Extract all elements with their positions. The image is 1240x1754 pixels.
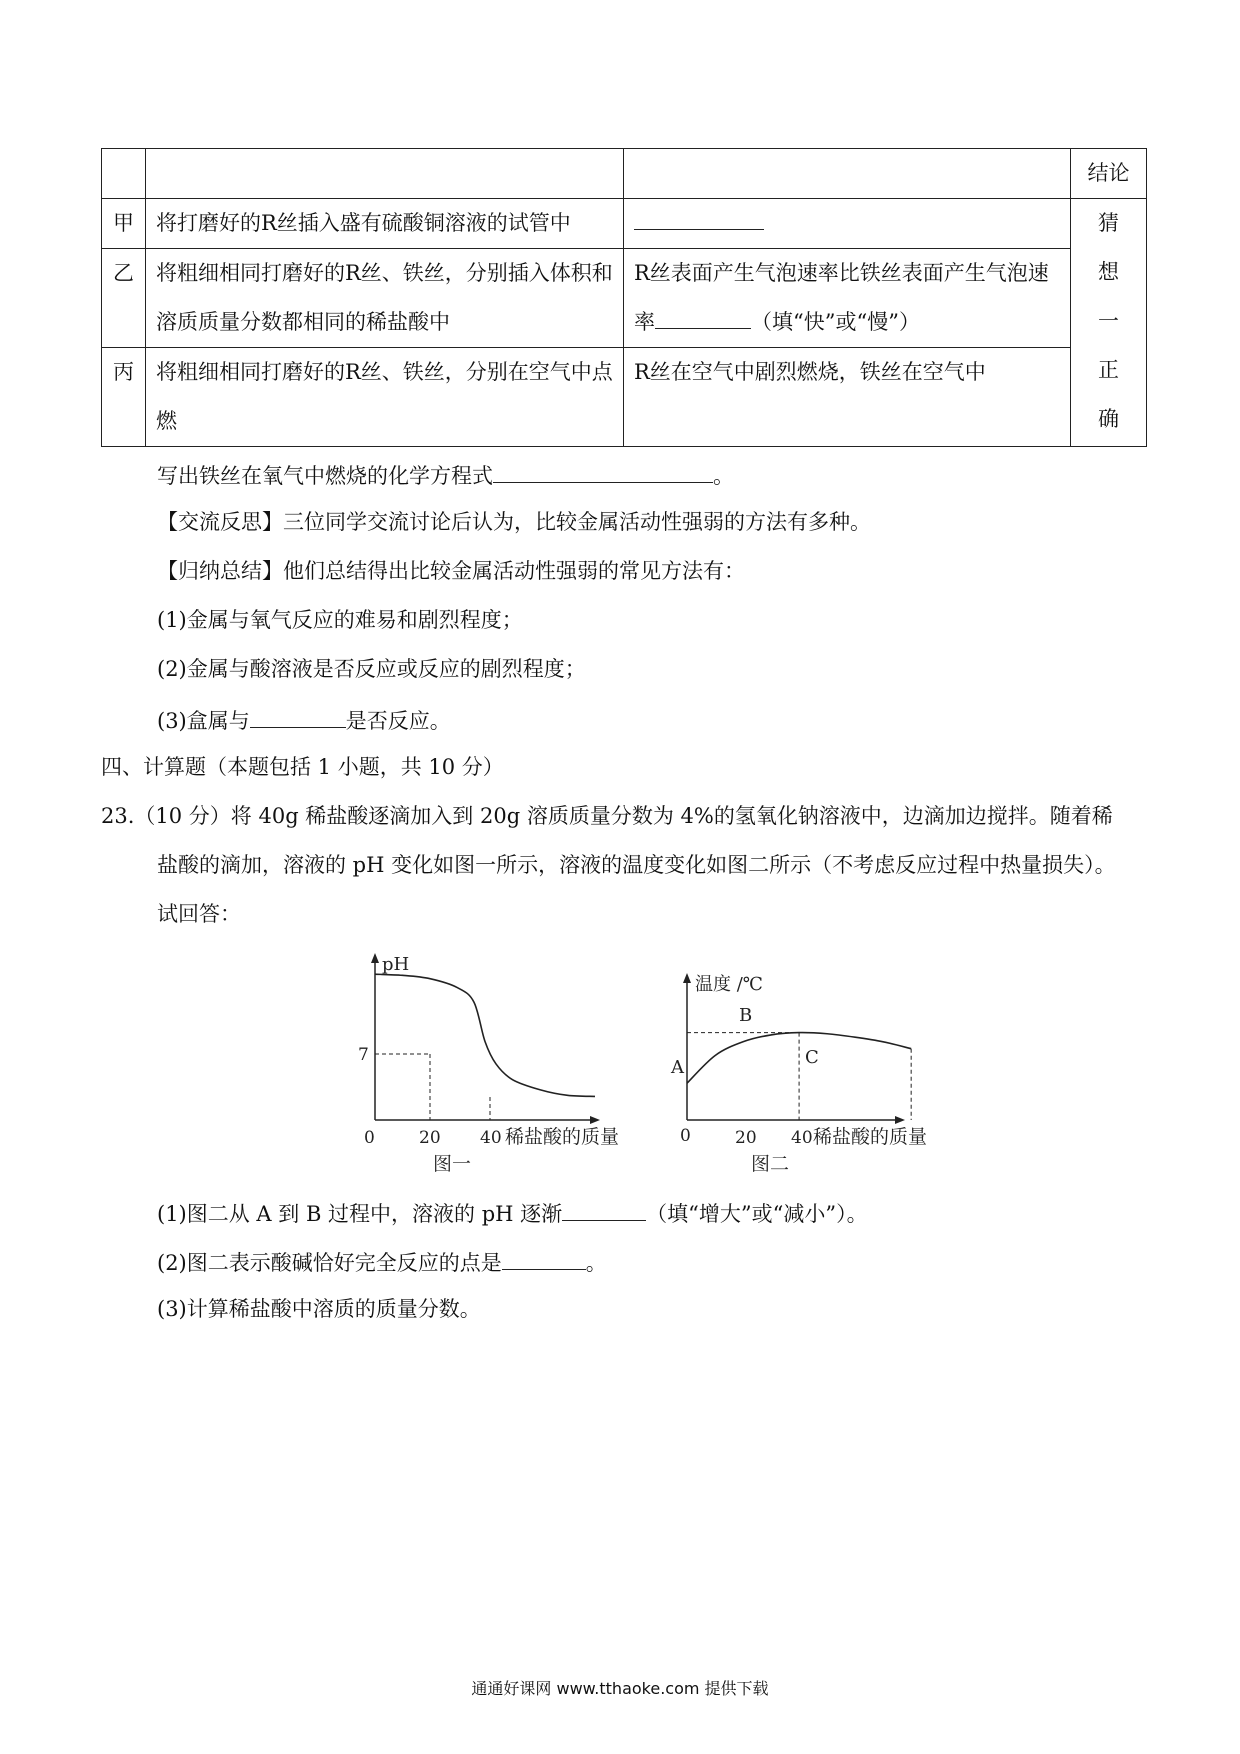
question-23-line-1: 23.（10 分）将 40g 稀盐酸逐滴加入到 20g 溶质质量分数为 4%的氢氧化钠溶液中，边滴加边搅拌。随着稀 (101, 804, 1113, 828)
procedure-cell: 将粗细相同打磨好的R丝、铁丝，分别在空气中点燃 (146, 348, 624, 447)
method-3-line: (3)盒属与 是否反应。 (157, 703, 451, 736)
answer-blank (655, 304, 751, 329)
y-axis-arrow (683, 973, 691, 983)
question-23-line-3: 试回答： (157, 902, 241, 926)
figure-1-ph-chart (340, 945, 670, 1175)
method-1-line: (1)金属与氧气反应的难易和剧烈程度； (157, 608, 523, 632)
table-row (102, 348, 1147, 447)
header-phenomenon-cell (624, 149, 1071, 199)
answer-blank (493, 458, 713, 483)
point-label-b: B (739, 1005, 753, 1026)
group-label: 甲 (102, 199, 146, 249)
group-label: 乙 (102, 249, 146, 348)
header-empty-cell (102, 149, 146, 199)
question-23-line-2: 盐酸的滴加，溶液的 pH 变化如图一所示，溶液的温度变化如图二所示（不考虑反应过程中热量损失）。 (157, 853, 1116, 877)
x-tick-40: 40 (480, 1128, 502, 1148)
sub-question-2: (2)图二表示酸碱恰好完全反应的点是 。 (157, 1245, 607, 1278)
y-tick-7: 7 (358, 1045, 369, 1065)
x-axis-label: 稀盐酸的质量 (813, 1126, 928, 1148)
phenomenon-cell: R丝表面产生气泡速率比铁丝表面产生气泡速率 （填“快”或“慢”） (624, 249, 1071, 348)
answer-blank (250, 703, 346, 728)
y-axis-arrow (371, 953, 379, 963)
answer-blank (502, 1245, 586, 1270)
conclusion-text: 猜想一正确 (1098, 211, 1119, 431)
ph-curve (375, 974, 595, 1096)
header-conclusion-cell: 结论 (1071, 149, 1147, 199)
point-label-c: C (805, 1047, 819, 1068)
section-4-heading: 四、计算题（本题包括 1 小题，共 10 分） (101, 755, 504, 779)
table-row (102, 249, 1147, 348)
sub-question-1: (1)图二从 A 到 B 过程中，溶液的 pH 逐渐 （填“增大”或“减小”）。 (157, 1196, 868, 1229)
origin-label: 0 (680, 1126, 691, 1146)
y-axis-label: 温度 /℃ (695, 974, 763, 995)
phenomenon-cell: R丝在空气中剧烈燃烧，铁丝在空气中 (624, 348, 1071, 447)
x-tick-20: 20 (735, 1128, 757, 1148)
group-label: 丙 (102, 348, 146, 447)
origin-label: 0 (364, 1128, 375, 1148)
method-2-line: (2)金属与酸溶液是否反应或反应的剧烈程度； (157, 657, 586, 681)
table-row (102, 199, 1147, 249)
x-axis-arrow (895, 1116, 905, 1124)
summary-line: 【归纳总结】他们总结得出比较金属活动性强弱的常见方法有： (157, 559, 745, 583)
answer-blank (634, 205, 764, 230)
x-tick-40: 40 (791, 1128, 813, 1148)
x-axis-label: 稀盐酸的质量 (505, 1126, 620, 1148)
page-footer: 通通好课网 www.tthaoke.com 提供下载 (471, 1679, 769, 1698)
header-procedure-cell (146, 149, 624, 199)
sub-question-3: (3)计算稀盐酸中溶质的质量分数。 (157, 1297, 481, 1321)
answer-blank (562, 1196, 646, 1221)
phenomenon-cell (624, 199, 1071, 249)
y-axis-label: pH (382, 954, 410, 975)
conclusion-cell (1071, 199, 1147, 447)
figure-2-caption: 图二 (751, 1153, 790, 1175)
figure-2-temperature-chart (665, 965, 965, 1175)
reflection-line: 【交流反思】三位同学交流讨论后认为，比较金属活动性强弱的方法有多种。 (157, 510, 871, 534)
x-tick-20: 20 (419, 1128, 441, 1148)
experiment-table (101, 148, 1147, 447)
figure-1-caption: 图一 (433, 1153, 472, 1175)
point-label-a: A (671, 1057, 684, 1078)
x-axis-arrow (590, 1116, 600, 1124)
procedure-cell: 将打磨好的R丝插入盛有硫酸铜溶液的试管中 (146, 199, 624, 249)
table-header-row (102, 149, 1147, 199)
procedure-cell: 将粗细相同打磨好的R丝、铁丝，分别插入体积和溶质质量分数都相同的稀盐酸中 (146, 249, 624, 348)
equation-prompt-line: 写出铁丝在氧气中燃烧的化学方程式 。 (157, 458, 734, 491)
